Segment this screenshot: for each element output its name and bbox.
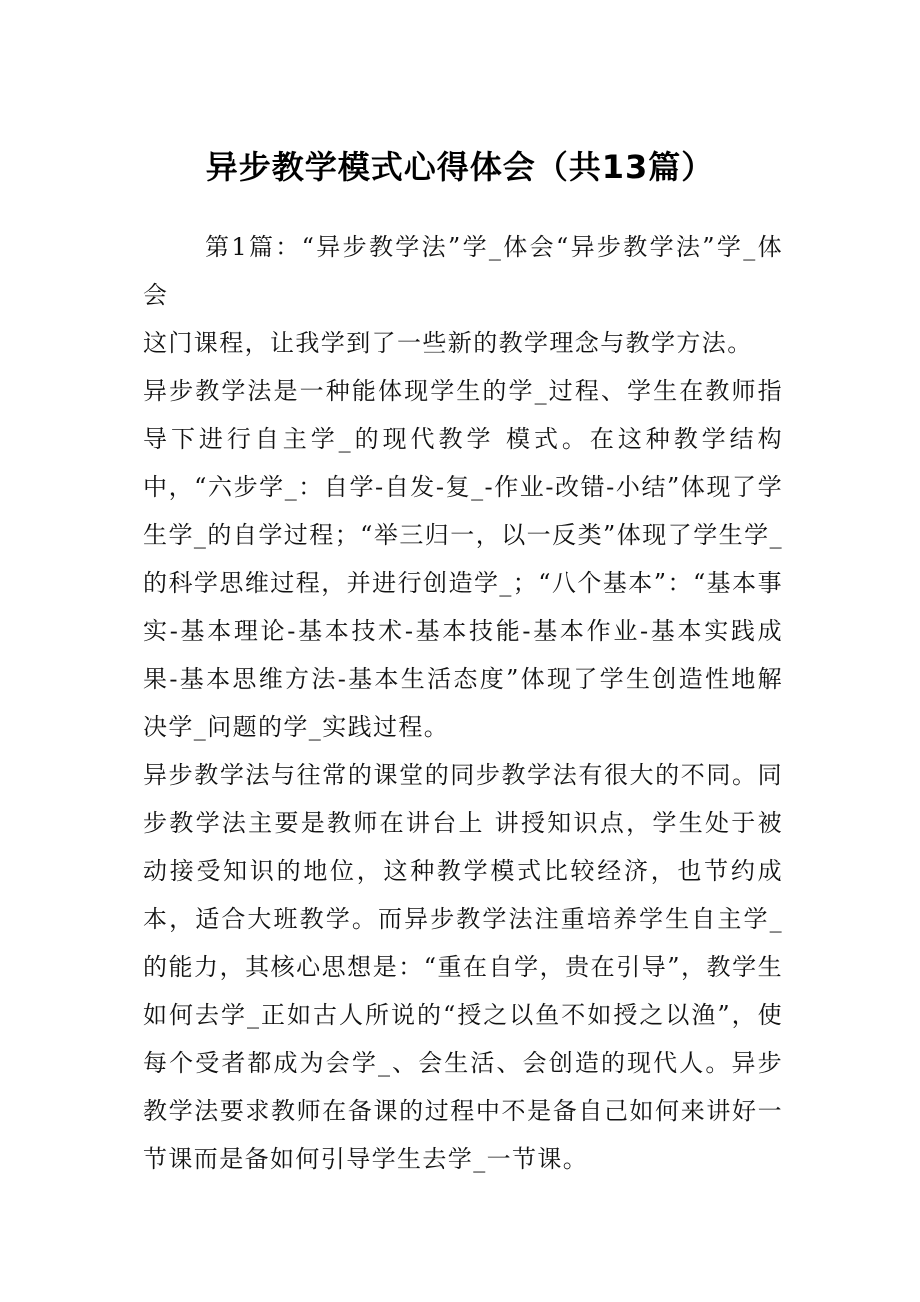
section-heading: 第1篇：“异步教学法”学_体会“异步教学法”学_体会 bbox=[143, 233, 783, 309]
paragraph-3: 异步教学法与往常的课堂的同步教学法有很大的不同。同步教学法主要是教师在讲台上 讲授知识点，学生处于被动接受知识的地位，这种教学模式比较经济，也节约成本，适合大班教学。而异步教学法注重培养学生自主学_的能力，其核心思想是：“重在自学，贵在引导”，教学生如何去学_正如古人所说的“授之以鱼不如授之以渔”，使每个受者都成为会学_、会生活、会创造的现代人。异步教学法要求教师在备课的过程中不是备自己如何来讲好一节课而是备如何引导学生去学_一节课。 bbox=[143, 761, 783, 1173]
paragraph-1: 这门课程，让我学到了一些新的教学理念与教学方法。 bbox=[143, 329, 753, 357]
document-title: 异步教学模式心得体会（共13篇） bbox=[205, 148, 715, 186]
document-body bbox=[143, 223, 783, 1183]
paragraph-2: 异步教学法是一种能体现学生的学_过程、学生在教师指导下进行自主学_的现代教学 模式。在这种教学结构中，“六步学_：自学-自发-复_-作业-改错-小结”体现了学生学_的自学过程；“举三归一，以一反类”体现了学生学_的科学思维过程，并进行创造学_；“八个基本”：“基本事实-基本理论-基本技术-基本技能-基本作业-基本实践成果-基本思维方法-基本生活态度”体现了学生创造性地解决学_问题的学_实践过程。 bbox=[143, 377, 783, 741]
